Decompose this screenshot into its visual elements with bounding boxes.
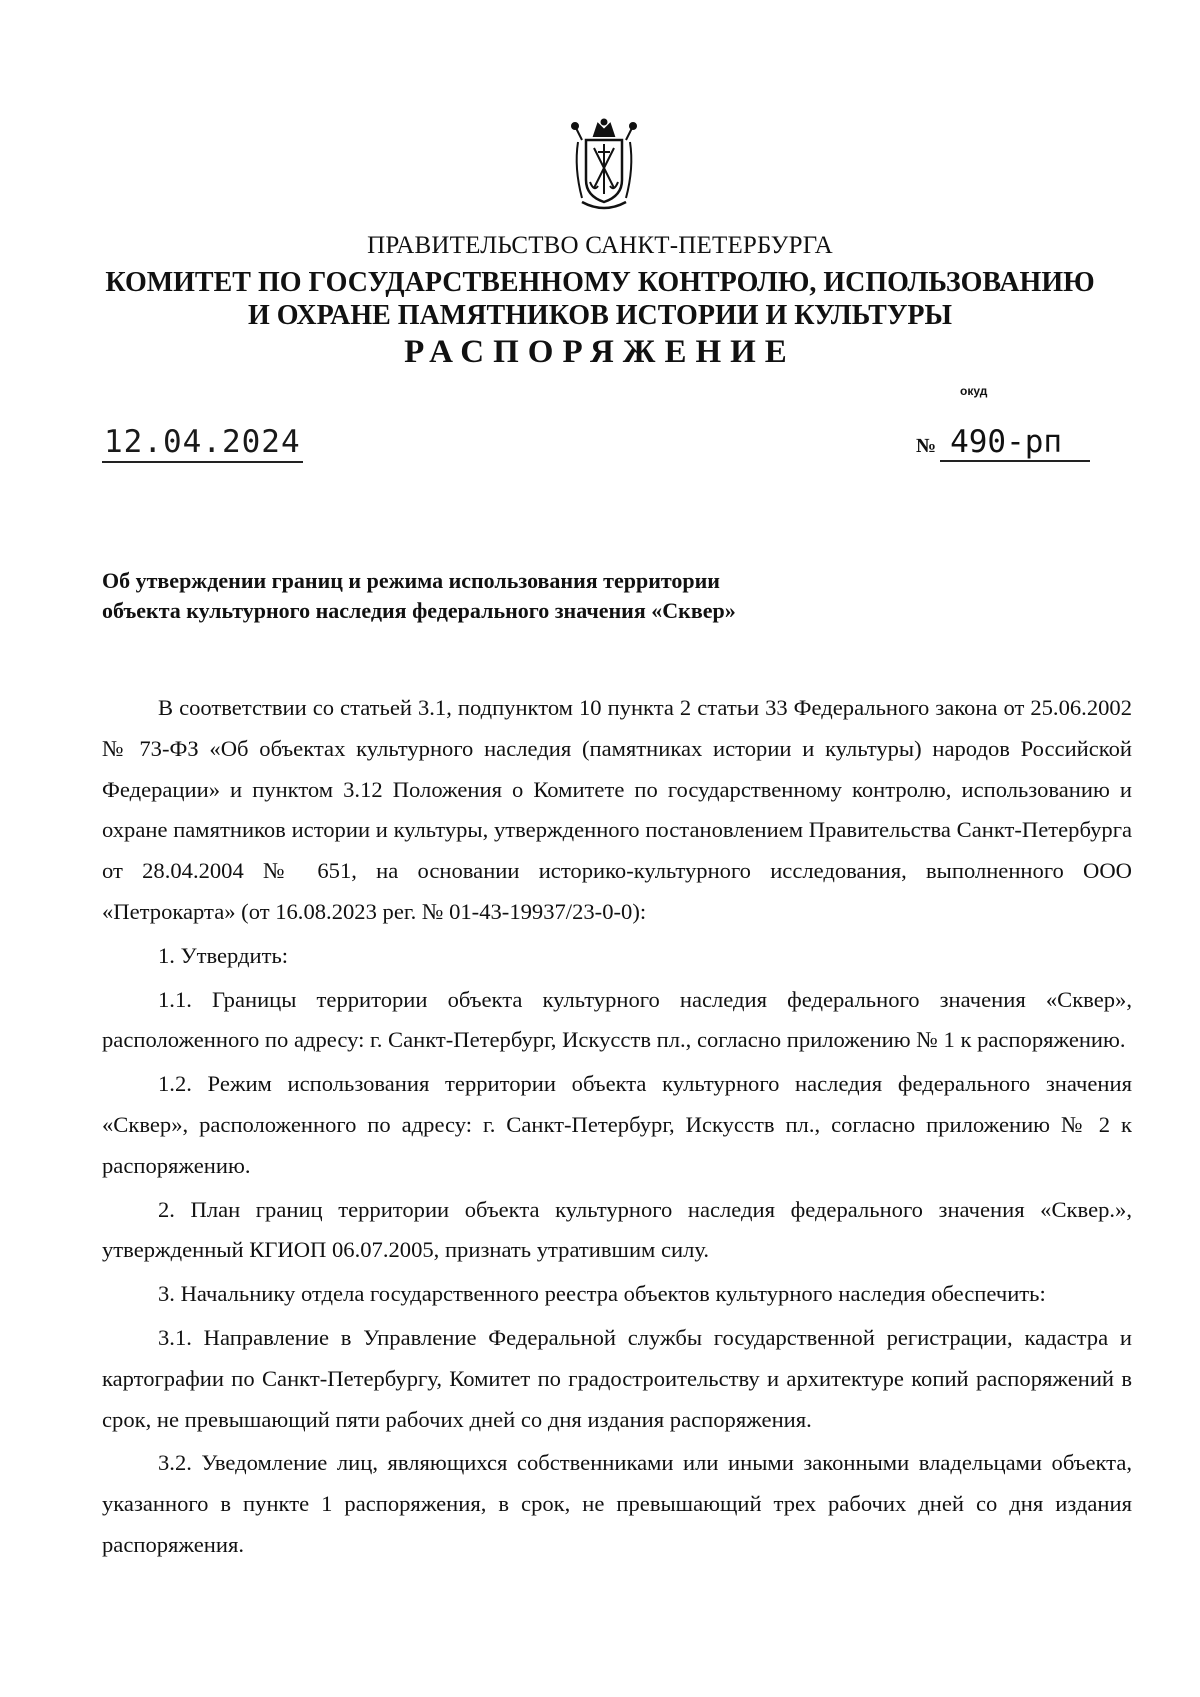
- document-subject: [102, 566, 1102, 626]
- okud-label: окуд: [960, 384, 988, 398]
- committee-name-line-2: И ОХРАНЕ ПАМЯТНИКОВ ИСТОРИИ И КУЛЬТУРЫ: [248, 300, 952, 331]
- committee-name-line-1: КОМИТЕТ ПО ГОСУДАРСТВЕННОМУ КОНТРОЛЮ, ИСПОЛЬЗОВАНИЮ: [105, 267, 1095, 298]
- st-petersburg-coat-of-arms-icon: [568, 118, 640, 216]
- government-title: ПРАВИТЕЛЬСТВО САНКТ-ПЕТЕРБУРГА: [367, 232, 833, 259]
- preamble-paragraph: В соответствии со статьей 3.1, подпунктом 10 пункта 2 статьи 33 Федерального закона от 25.06.2002 № 73-ФЗ «Об объектах культурного наследия (памятниках истории и культуры) народов Российской Федерации» и пунктом 3.12 Положения о Комитете по государственному контролю, использованию и охране памятников истории и культуры, утвержденного постановлением Правительства Санкт-Петербурга от 28.04.2004 № 651, на основании историко-культурного исследования, выполненного ООО «Петрокарта» (от 16.08.2023 рег. № 01-43-19937/23-0-0):: [102, 695, 1132, 924]
- item-3-2: 3.2. Уведомление лиц, являющихся собственниками или иными законными владельцами объекта, указанного в пункте 1 распоряжения, в срок, не превышающий трех рабочих дней со дня издания распоряжения.: [102, 1450, 1132, 1557]
- item-3: 3. Начальнику отдела государственного реестра объектов культурного наследия обеспечить:: [158, 1281, 1046, 1307]
- subject-line-2: объекта культурного наследия федерального значения «Сквер»: [102, 598, 736, 623]
- number-label: №: [916, 435, 937, 457]
- item-1: 1. Утвердить:: [158, 942, 289, 968]
- document-number: 490-рп: [940, 424, 1090, 462]
- document-type: РАСПОРЯЖЕНИЕ: [404, 334, 796, 370]
- document-date-field: [102, 424, 303, 463]
- item-2: 2. План границ территории объекта культурного наследия федерального значения «Сквер.», утвержденный КГИОП 06.07.2005, признать утратившим силу.: [102, 1196, 1132, 1263]
- item-1-1: 1.1. Границы территории объекта культурного наследия федерального значения «Сквер», расположенного по адресу: г. Санкт-Петербург, Искусств пл., согласно приложению № 1 к распоряжению.: [102, 986, 1132, 1053]
- document-body: [102, 688, 1132, 1566]
- document-date: 12.04.2024: [102, 424, 303, 463]
- subject-line-1: Об утверждении границ и режима использования территории: [102, 568, 720, 593]
- document-number-field: [916, 424, 1090, 462]
- committee-name: [0, 266, 1200, 332]
- item-3-1: 3.1. Направление в Управление Федеральной службы государственной регистрации, кадастра и картографии по Санкт-Петербургу, Комитет по градостроительству и архитектуре копий распоряжений в срок, не превышающий пяти рабочих дней со дня издания распоряжения.: [102, 1324, 1132, 1432]
- item-1-2: 1.2. Режим использования территории объекта культурного наследия федерального значения «Сквер», расположенного по адресу: г. Санкт-Петербург, Искусств пл., согласно приложению № 2 к распоряжению.: [102, 1071, 1132, 1178]
